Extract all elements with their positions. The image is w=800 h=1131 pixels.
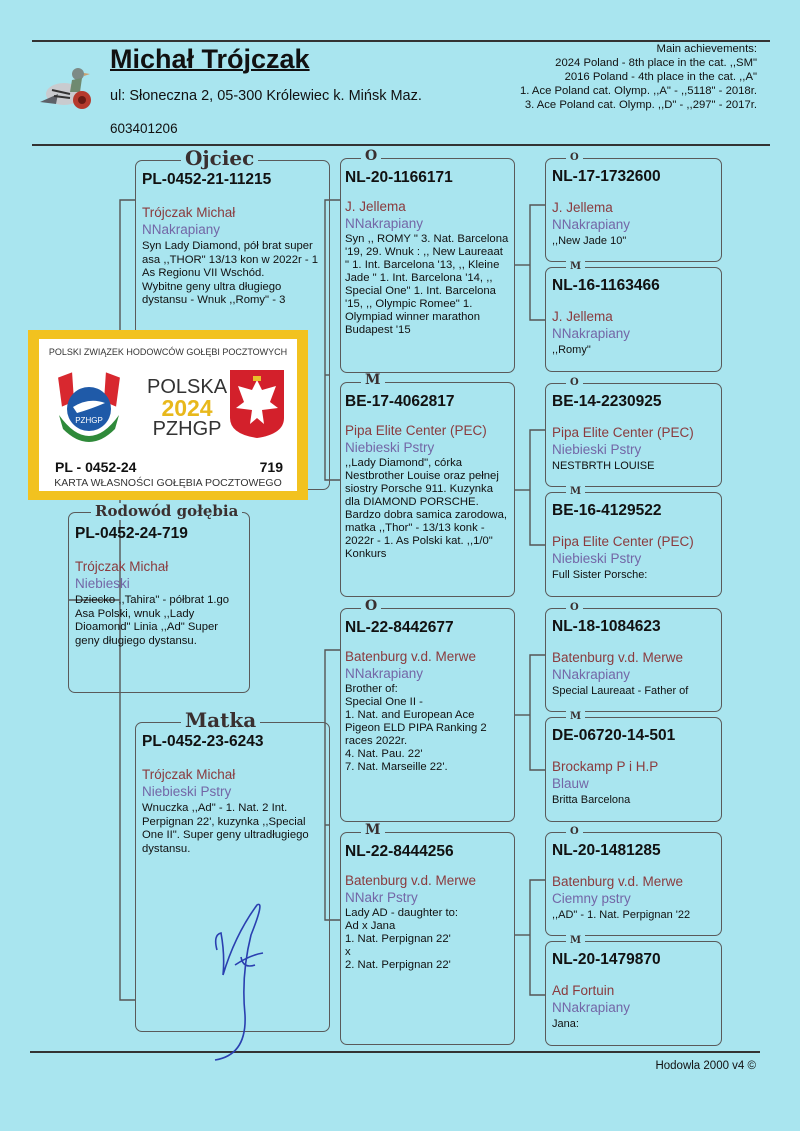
owner-name: Trójczak Michał xyxy=(75,559,169,574)
ring-number: DE-06720-14-501 xyxy=(552,727,676,744)
pigeon-notes: Britta Barcelona xyxy=(552,794,631,806)
achievement-item: 3. Ace Poland cat. Olymp. ,,D" - ,,297" - 2017r. xyxy=(524,99,757,111)
card-footer-title: KARTA WŁASNOŚCI GOŁĘBIA POCZTOWEGO xyxy=(54,477,282,489)
plumage-color: NNakr Pstry xyxy=(345,890,418,905)
ring-number: NL-20-1166171 xyxy=(345,169,453,186)
great-grandparent-box xyxy=(545,261,722,372)
plumage-color: Blauw xyxy=(552,776,589,791)
card-organization: POLSKI ZWIĄZEK HODOWCÓW GOŁĘBI POCZTOWYCH xyxy=(48,347,288,357)
achievement-item: 1. Ace Poland cat. Olymp. ,,A" - ,,5118" - 2018r. xyxy=(519,85,757,97)
owner-name: Batenburg v.d. Merwe xyxy=(552,874,684,889)
plumage-color: Niebieski Pstry xyxy=(552,442,642,457)
plumage-color: NNakrapiany xyxy=(552,667,631,682)
pigeon-notes: Syn ,, ROMY " 3. Nat. Barcelona '19, 29. Wnuk : ,, New Laureaat " 1. Int. Barcelona '13, ,, Kleine Jade " 1. Int. Barcelona '14, ,, Special One" 1. Int. Barcelona '15, ,, Olympic Romee" 1. Olympiad winner marathon Budapest '15 xyxy=(345,233,509,336)
card-year: 2024 xyxy=(161,395,213,421)
breeder-name: Michał Trójczak xyxy=(110,44,310,74)
great-grandparent-box xyxy=(545,152,722,262)
plumage-color: NNakrapiany xyxy=(345,666,424,681)
owner-name: Trójczak Michał xyxy=(142,767,236,782)
ring-number: NL-18-1084623 xyxy=(552,618,661,635)
owner-name: J. Jellema xyxy=(345,199,406,214)
owner-name: Pipa Elite Center (PEC) xyxy=(552,425,694,440)
achievement-item: 2016 Poland - 4th place in the cat. ,,A" xyxy=(564,71,757,83)
pigeon-notes: Brother of: Special One II - 1. Nat. and European Ace Pigeon ELD PIPA Ranking 2 races 2022r. 4. Nat. Pau. 22' 7. Nat. Marseille 22'. xyxy=(345,683,487,773)
owner-name: Batenburg v.d. Merwe xyxy=(345,649,477,664)
ring-number: NL-16-1163466 xyxy=(552,277,660,294)
plumage-color: Niebieski xyxy=(75,576,130,591)
box-label: O xyxy=(566,602,583,613)
owner-name: Batenburg v.d. Merwe xyxy=(552,650,684,665)
owner-name: Brockamp P i H.P xyxy=(552,759,659,774)
ring-number: BE-16-4129522 xyxy=(552,502,662,519)
ring-number: BE-14-2230925 xyxy=(552,393,662,410)
achievements-title: Main achievements: xyxy=(656,43,757,55)
ring-number: PL-0452-24-719 xyxy=(75,525,188,542)
plumage-color: Ciemny pstry xyxy=(552,891,631,906)
plumage-color: Niebieski Pstry xyxy=(345,440,435,455)
box-label: Rodowód gołębia xyxy=(91,503,242,520)
card-ring-prefix: PL - 0452-24 xyxy=(55,459,137,475)
pigeon-notes: ,,New Jade 10" xyxy=(552,235,627,247)
handwritten-signature xyxy=(195,895,275,1065)
subject-box xyxy=(68,502,250,693)
ring-number: PL-0452-23-6243 xyxy=(142,733,264,750)
great-grandparent-box xyxy=(545,377,722,487)
ring-number: NL-17-1732600 xyxy=(552,168,661,185)
ring-number: NL-20-1481285 xyxy=(552,842,661,859)
plumage-color: NNakrapiany xyxy=(552,326,631,341)
pigeon-notes: Lady AD - daughter to: Ad x Jana 1. Nat. Perpignan 22' x 2. Nat. Perpignan 22' xyxy=(345,907,459,971)
plumage-color: NNakrapiany xyxy=(142,222,221,237)
plumage-color: Niebieski Pstry xyxy=(552,551,642,566)
plumage-color: NNakrapiany xyxy=(552,1000,631,1015)
owner-name: Ad Fortuin xyxy=(552,983,615,998)
ring-number: BE-17-4062817 xyxy=(345,393,455,410)
pigeon-notes: NESTBRTH LOUISE xyxy=(552,460,655,472)
box-label: Matka xyxy=(181,709,260,731)
box-label: O xyxy=(566,826,583,837)
owner-name: Batenburg v.d. Merwe xyxy=(345,873,477,888)
pigeon-notes: Full Sister Porsche: xyxy=(552,569,648,581)
polish-eagle-emblem-icon xyxy=(228,368,286,440)
pzhgp-logo-icon xyxy=(51,367,127,449)
owner-name: Pipa Elite Center (PEC) xyxy=(345,423,487,438)
breeder-address: ul: Słoneczna 2, 05-300 Królewiec k. Mińsk Maz. xyxy=(110,88,422,104)
box-label: M xyxy=(566,486,585,497)
pigeon-notes: Wnuczka ,,Ad" - 1. Nat. 2 Int. Perpignan 22', kuzynka ,,Special One II". Super geny ultradługiego dystansu. xyxy=(142,802,309,855)
pigeon-notes: ,,Lady Diamond", córka Nestbrother Louise oraz pełnej siostry Porsche 911. Kuzynka dla DIAMOND PORSCHE. Bardzo dobra samica zarodowa, matka ,,Thor" - 13/13 konk - 2022r - 1. As Polski kat. ,,1/0" Konkurs xyxy=(345,457,508,560)
pigeon-notes: Syn Lady Diamond, pół brat super asa ,,THOR" 13/13 kon w 2022r - 1 As Regionu VII Wschód. Wybitne geny ultra długiego dystansu - Wnuk ,,Romy" - 3 xyxy=(142,240,319,307)
owner-name: Pipa Elite Center (PEC) xyxy=(552,534,694,549)
ring-number: NL-20-1479870 xyxy=(552,951,661,968)
ownership-card xyxy=(28,330,308,500)
box-label: M xyxy=(566,935,585,946)
box-label: O xyxy=(361,599,381,614)
pigeon-notes: Dziecko ,,Tahira" - półbrat 1.go Asa Polski, wnuk ,,Lady Dioamond" Linia ,,Ad" Super geny długiego dystansu. xyxy=(75,594,230,647)
great-grandparent-box xyxy=(545,826,722,936)
box-label: M xyxy=(566,711,585,722)
pigeon-notes: ,,AD" - 1. Nat. Perpignan '22 xyxy=(552,909,691,921)
grandparent-box xyxy=(340,148,515,373)
ring-number: PL-0452-21-11215 xyxy=(142,171,272,188)
grandparent-box xyxy=(340,372,515,597)
great-grandparent-box xyxy=(545,602,722,712)
grandparent-box xyxy=(340,598,515,822)
box-label: Ojciec xyxy=(181,147,258,169)
card-ring-number: 719 xyxy=(259,459,283,475)
achievement-item: 2024 Poland - 8th place in the cat. ,,SM" xyxy=(555,57,757,69)
grandparent-box xyxy=(340,822,515,1045)
box-label: M xyxy=(361,823,385,838)
pigeon-notes: Jana: xyxy=(552,1018,579,1030)
great-grandparent-box xyxy=(545,935,722,1046)
pigeon-notes: Special Laureaat - Father of xyxy=(552,685,689,697)
plumage-color: Niebieski Pstry xyxy=(142,784,232,799)
software-credit: Hodowla 2000 v4 © xyxy=(655,1060,756,1072)
breeder-phone: 603401206 xyxy=(110,121,178,136)
owner-name: Trójczak Michał xyxy=(142,205,236,220)
card-title-block xyxy=(147,377,227,440)
plumage-color: NNakrapiany xyxy=(552,217,631,232)
ring-number: NL-22-8444256 xyxy=(345,843,454,860)
great-grandparent-box xyxy=(545,486,722,597)
great-grandparent-box xyxy=(545,711,722,822)
card-country: POLSKA xyxy=(147,376,228,398)
plumage-color: NNakrapiany xyxy=(345,216,424,231)
svg-text:PZHGP: PZHGP xyxy=(75,416,103,425)
owner-name: J. Jellema xyxy=(552,309,613,324)
box-label: O xyxy=(566,377,583,388)
ring-number: NL-22-8442677 xyxy=(345,619,454,636)
owner-name: J. Jellema xyxy=(552,200,613,215)
box-label: O xyxy=(566,152,583,163)
box-label: M xyxy=(361,373,385,388)
card-union: PZHGP xyxy=(152,418,222,440)
box-label: O xyxy=(361,149,381,164)
pigeon-notes: ,,Romy" xyxy=(552,344,591,356)
box-label: M xyxy=(566,261,585,272)
